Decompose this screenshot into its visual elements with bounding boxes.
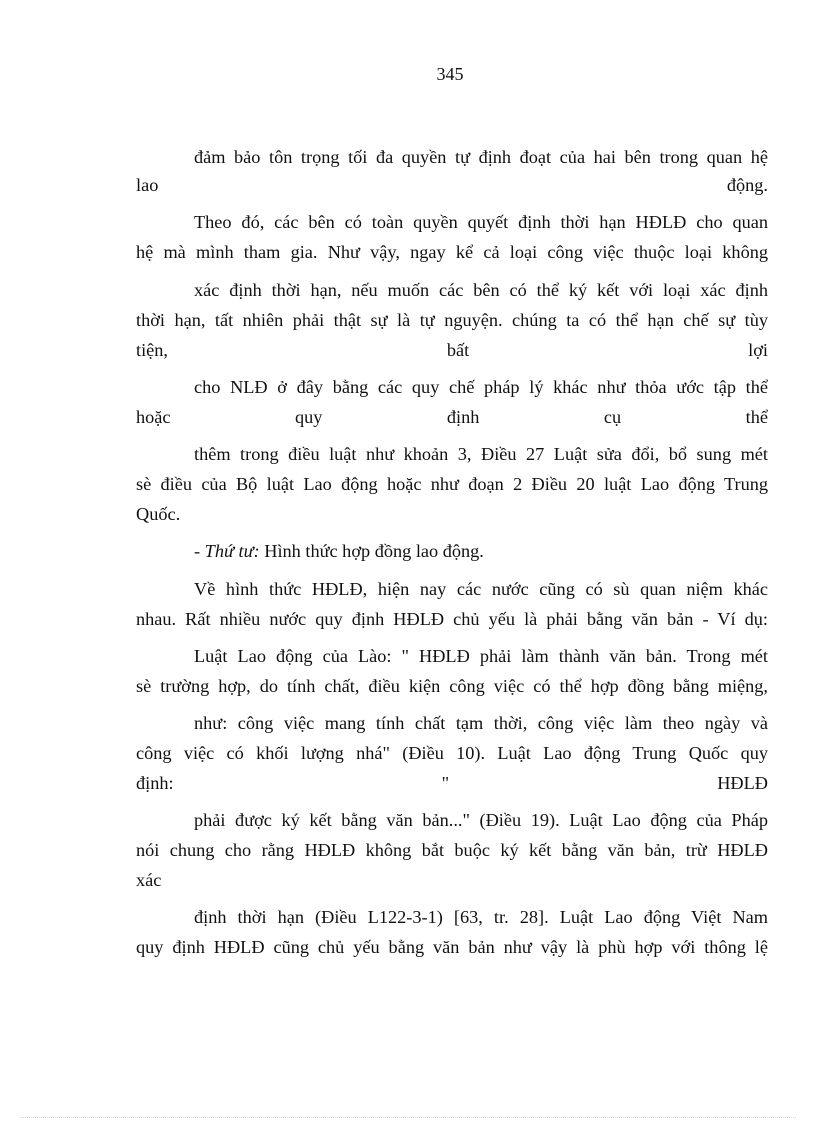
- text-line-7: [136, 339, 768, 361]
- text-line-1: đảm bảo tôn trọng tối đa quyền tự định đoạt của hai bên trong quan hệ: [194, 147, 768, 167]
- word: tiện,: [136, 340, 168, 360]
- word: thể: [745, 407, 768, 427]
- text-line-6: thời hạn, tất nhiên phải thật sự là tự nguyện. chúng ta có thể hạn chế sự tùy: [136, 310, 768, 330]
- word: động.: [726, 175, 768, 195]
- word: bất: [446, 340, 470, 360]
- word: ": [441, 773, 450, 793]
- word: lao: [136, 175, 159, 195]
- text-line-20: [136, 772, 768, 794]
- text-line-4: hệ mà mình tham gia. Như vậy, ngay kể cả loại công việc thuộc loại không: [136, 242, 768, 262]
- dash: -: [194, 541, 205, 561]
- page-bottom-divider: [20, 1117, 796, 1118]
- word: lợi: [748, 340, 768, 360]
- word: HĐLĐ: [717, 773, 768, 793]
- text-line-9: [136, 406, 768, 428]
- section-heading-text: Hình thức hợp đồng lao động.: [259, 541, 484, 561]
- text-line-5: xác định thời hạn, nếu muốn các bên có thể ký kết với loại xác định: [194, 280, 768, 300]
- text-line-8: cho NLĐ ở đây bằng các quy chế pháp lý khác như thỏa ước tập thể: [194, 377, 768, 397]
- text-line-12: Quốc.: [136, 504, 181, 524]
- text-line-23: xác: [136, 870, 162, 890]
- text-line-10: thêm trong điều luật như khoản 3, Điều 27 Luật sửa đổi, bổ sung mét: [194, 444, 768, 464]
- word: cụ: [603, 407, 622, 427]
- text-line-18: như: công việc mang tính chất tạm thời, công việc làm theo ngày và: [194, 713, 768, 733]
- text-line-15: nhau. Rất nhiều nước quy định HĐLĐ chủ yếu là phải bằng văn bản - Ví dụ:: [136, 609, 768, 629]
- text-line-3: Theo đó, các bên có toàn quyền quyết định thời hạn HĐLĐ cho quan: [194, 212, 768, 232]
- word: định: [446, 407, 480, 427]
- word: định:: [136, 773, 174, 793]
- text-line-21: phải được ký kết bằng văn bản..." (Điều 19). Luật Lao động của Pháp: [194, 810, 768, 830]
- text-line-11: sè điều của Bộ luật Lao động hoặc như đoạn 2 Điều 20 luật Lao động Trung: [136, 474, 768, 494]
- text-line-25: quy định HĐLĐ cũng chủ yếu bằng văn bản như vậy là phù hợp với thông lệ: [136, 937, 768, 957]
- text-line-24: định thời hạn (Điều L122-3-1) [63, tr. 28]. Luật Lao động Việt Nam: [194, 907, 768, 927]
- word: hoặc: [136, 407, 171, 427]
- text-line-2: [136, 174, 768, 196]
- text-line-13: [194, 540, 768, 562]
- word: quy: [295, 407, 323, 427]
- text-line-17: sè trường hợp, do tính chất, điều kiện công việc có thể hợp đồng bằng miệng,: [136, 676, 768, 696]
- page-number: 345: [436, 64, 464, 84]
- text-line-22: nói chung cho rằng HĐLĐ không bắt buộc ký kết bằng văn bản, trừ HĐLĐ: [136, 840, 768, 860]
- text-line-14: Về hình thức HĐLĐ, hiện nay các nước cũng có sù quan niệm khác: [194, 579, 768, 599]
- section-label: Thứ tư:: [204, 541, 260, 561]
- text-line-19: công việc có khối lượng nhá" (Điều 10). Luật Lao động Trung Quốc quy: [136, 743, 768, 763]
- text-line-16: Luật Lao động của Lào: " HĐLĐ phải làm thành văn bản. Trong mét: [194, 646, 768, 666]
